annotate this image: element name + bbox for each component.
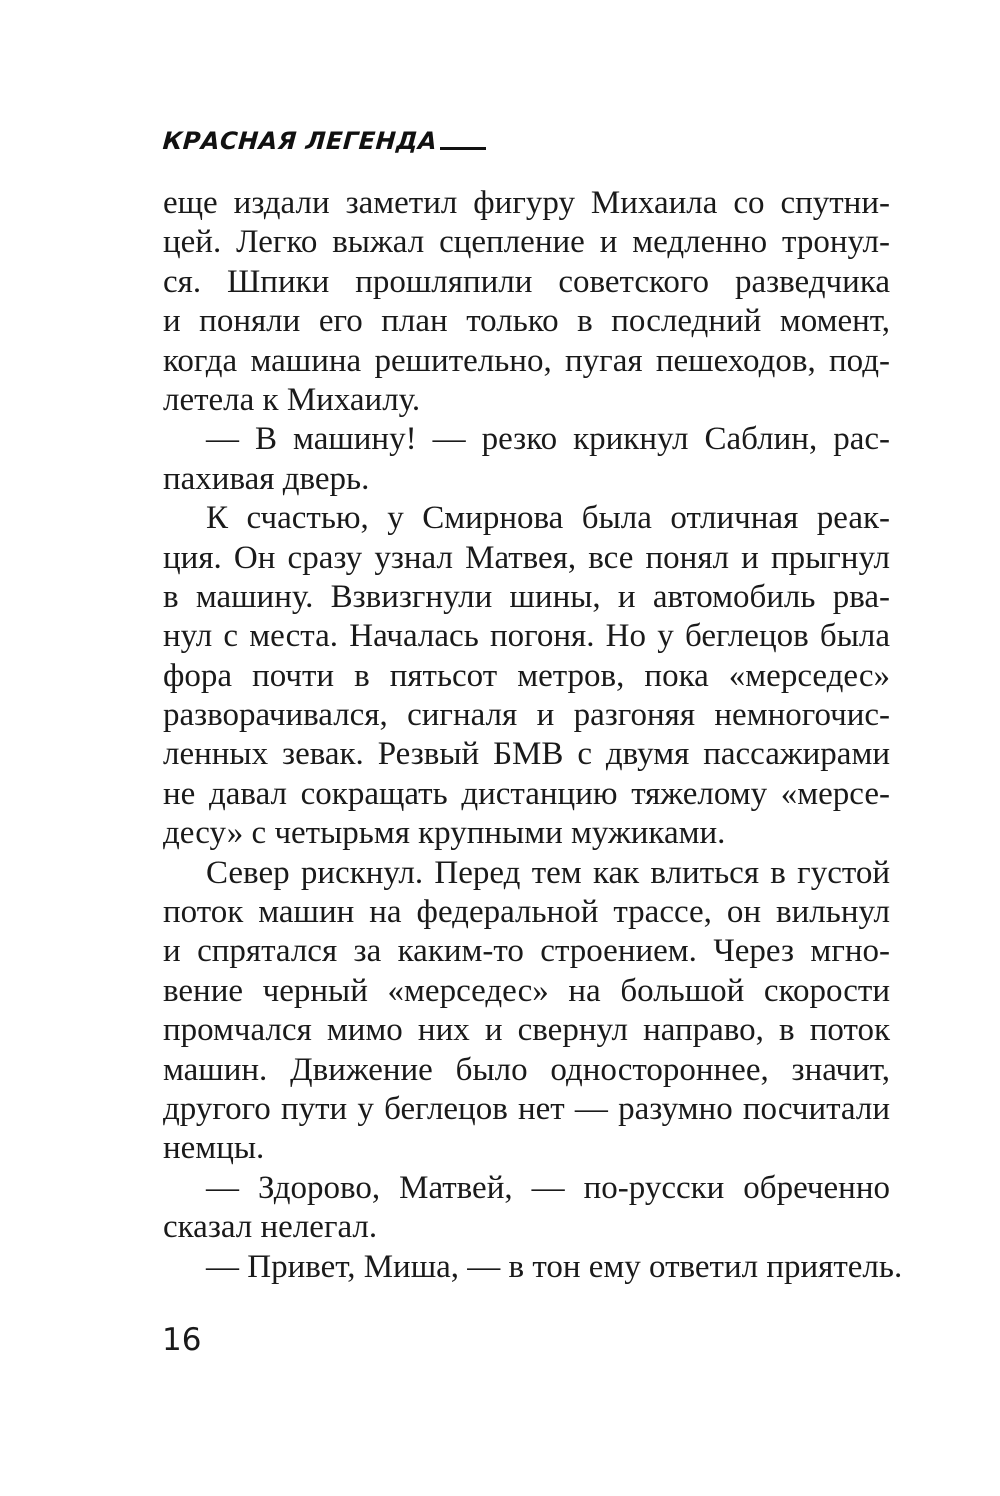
text-line: и спрятался за каким-то строением. Через мгно- [163, 933, 890, 970]
text-line: цей. Легко выжал сцепление и медленно тронул- [163, 224, 890, 261]
text-line: ция. Он сразу узнал Матвея, все понял и прыгнул [163, 539, 890, 576]
text-line: еще издали заметил фигуру Михаила со спутни- [163, 185, 890, 221]
running-header-title: КРАСНАЯ ЛЕГЕНДА [161, 127, 439, 155]
text-line: десу» с четырьмя крупными мужиками. [163, 815, 726, 852]
text-line: ленных зевак. Резвый БМВ с двумя пассажирами [163, 736, 890, 773]
body-text [163, 184, 903, 1287]
text-line: вение черный «мерседес» на большой скорости [163, 972, 890, 1009]
text-line: немцы. [163, 1130, 265, 1167]
text-line: машин. Движение было одностороннее, значит, [163, 1051, 890, 1088]
text-line: поток машин на федеральной трассе, он вильнул [163, 894, 890, 931]
text-line: не давал сокращать дистанцию тяжелому «мерсе- [163, 775, 890, 812]
text-line: — Привет, Миша, — в тон ему ответил приятель. [206, 1248, 903, 1285]
text-line: ся. Шпики прошляпили советского разведчика [163, 263, 890, 300]
text-line: пахивая дверь. [163, 460, 370, 497]
text-line: фора почти в пятьсот метров, пока «мерседес» [163, 657, 890, 694]
page-number: 16 [162, 1322, 202, 1358]
text-line: Север рискнул. Перед тем как влиться в густой [206, 854, 890, 891]
text-line: летела к Михаилу. [163, 381, 421, 418]
text-line: разворачивался, сигналя и разгоняя немногочис- [163, 697, 890, 734]
text-line: сказал нелегал. [163, 1209, 378, 1246]
text-line: в машину. Взвизгнули шины, и автомобиль рва- [163, 578, 890, 615]
text-line: промчался мимо них и свернул направо, в поток [163, 1012, 890, 1049]
header-rule [440, 147, 486, 150]
text-line: нул с места. Началась погоня. Но у беглецов была [163, 618, 890, 655]
text-line: другого пути у беглецов нет — разумно посчитали [163, 1090, 890, 1127]
text-line: — В машину! — резко крикнул Саблин, рас- [206, 421, 890, 458]
running-header [162, 113, 486, 153]
text-line: и поняли его план только в последний момент, [163, 303, 890, 340]
text-line: — Здорово, Матвей, — по-русски обреченно [206, 1169, 890, 1206]
text-line: К счастью, у Смирнова была отличная реак- [206, 500, 890, 537]
text-line: когда машина решительно, пугая пешеходов, под- [163, 342, 890, 379]
